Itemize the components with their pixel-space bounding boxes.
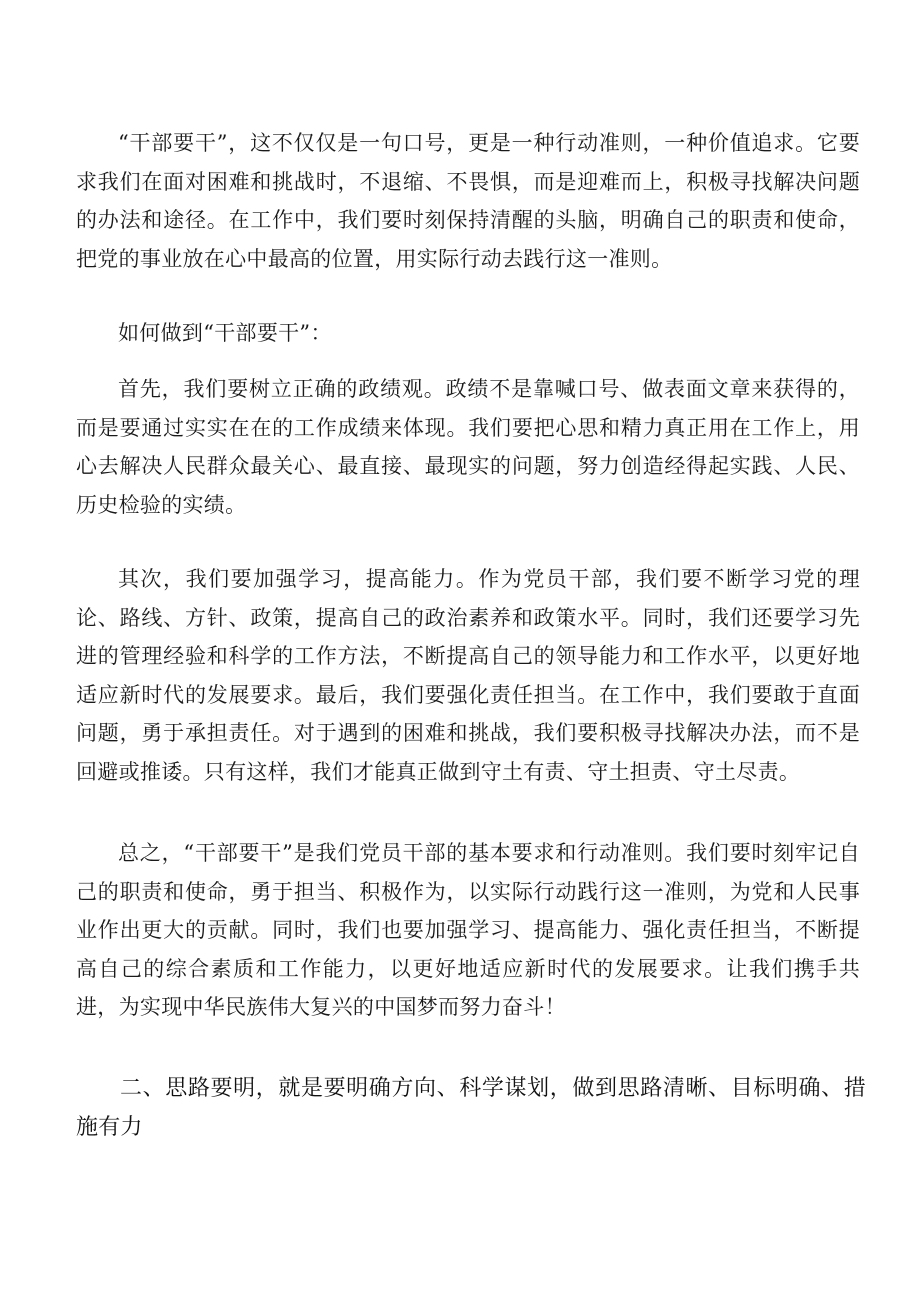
paragraph-intro: “干部要干”，这不仅仅是一句口号，更是一种行动准则，一种价值追求。它要求我们在面对困难和挑战时，不退缩、不畏惧，而是迎难而上，积极寻找解决问题的办法和途径。在工作中，我们要时刻保持清醒的头脑，明确自己的职责和使命，把党的事业放在心中最高的位置，用实际行动去践行这一准则。	[76, 131, 860, 271]
paragraph-how-to: 如何做到“干部要干”：	[118, 321, 332, 345]
section-heading: 二、思路要明，就是要明确方向、科学谋划，做到思路清晰、目标明确、措施有力	[76, 1076, 866, 1140]
paragraph-second: 其次，我们要加强学习，提高能力。作为党员干部，我们要不断学习党的理论、路线、方针、政策，提高自己的政治素养和政策水平。同时，我们还要学习先进的管理经验和科学的工作方法，不断提高自己的领导能力和工作水平，以更好地适应新时代的发展要求。最后，我们要强化责任担当。在工作中，我们要敢于直面问题，勇于承担责任。对于遇到的困难和挑战，我们要积极寻找解决办法，而不是回避或推诿。只有这样，我们才能真正做到守土有责、守土担责、守土尽责。	[76, 567, 860, 784]
paragraph-conclusion: 总之，“干部要干”是我们党员干部的基本要求和行动准则。我们要时刻牢记自己的职责和使命，勇于担当、积极作为，以实际行动践行这一准则，为党和人民事业作出更大的贡献。同时，我们也要加强学习、提高能力、强化责任担当，不断提高自己的综合素质和工作能力，以更好地适应新时代的发展要求。让我们携手共进，为实现中华民族伟大复兴的中国梦而努力奋斗！	[76, 841, 860, 1019]
paragraph-first: 首先，我们要树立正确的政绩观。政绩不是靠喊口号、做表面文章来获得的，而是要通过实实在在的工作成绩来体现。我们要把心思和精力真正用在工作上，用心去解决人民群众最关心、最直接、最现实的问题，努力创造经得起实践、人民、历史检验的实绩。	[76, 377, 860, 517]
